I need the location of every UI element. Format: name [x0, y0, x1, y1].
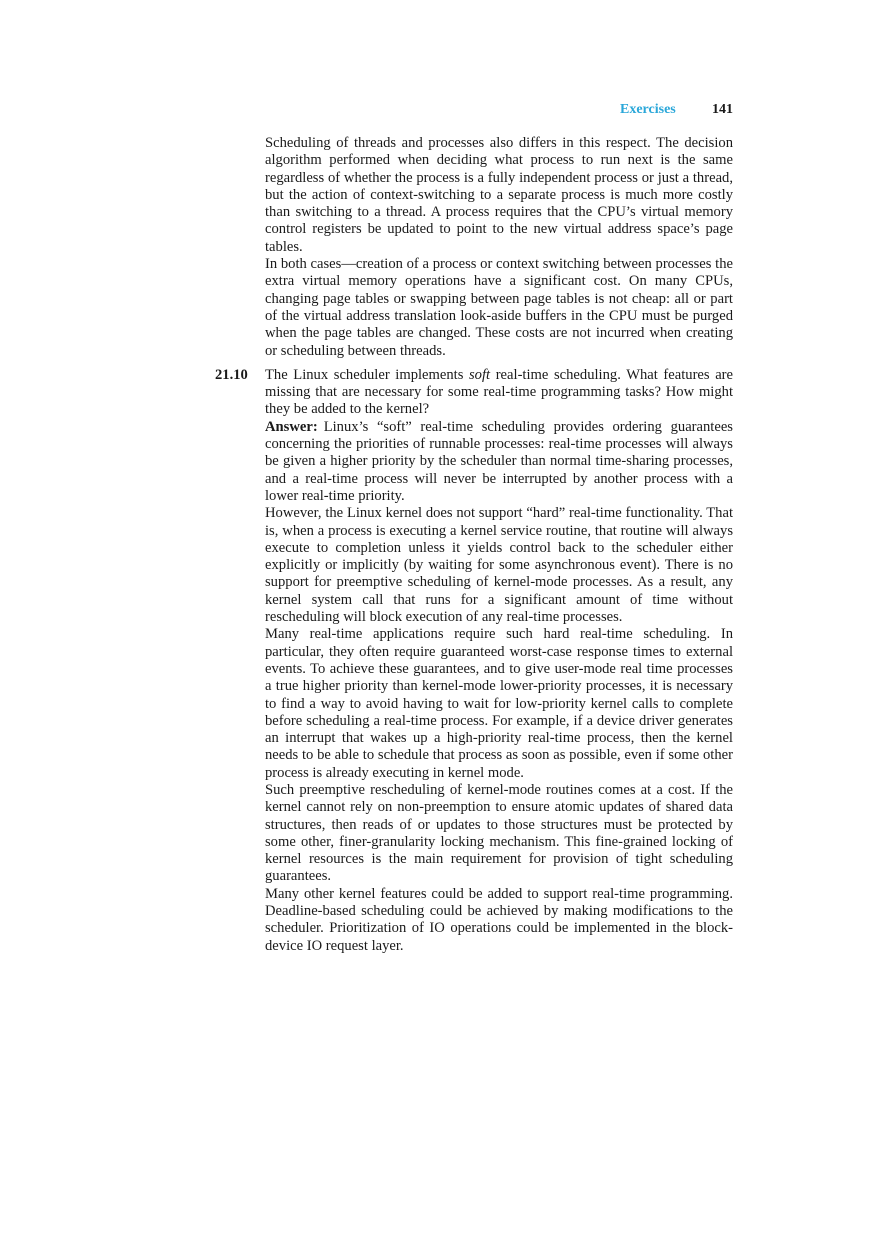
answer-paragraph-requirements: Many real-time applications require such hard real-time scheduling. In particular, they often require guaranteed worst-case response times to external events. To achieve these guarantees, and to give user-mode real time processes a true higher priority than kernel-mode lower-priority processes, it is necessary to find a way to avoid having to wait for low-priority kernel calls to complete before scheduling a real-time process. For example, if a device driver generates an interrupt that wakes up a high-priority real-time process, then the kernel needs to be able to schedule that process as soon as possible, even if some other process is already executing in kernel mode.: [265, 626, 733, 781]
answer-paragraph-other-features: Many other kernel features could be added to support real-time programming. Deadline-based scheduling could be achieved by making modifications to the scheduler. Prioritization of IO operations could be implemented in the block-device IO request layer.: [265, 885, 733, 954]
page-body: [215, 135, 734, 955]
answer-label: Answer:: [265, 418, 318, 435]
page-number: 141: [712, 102, 733, 117]
answer-text: Linux’s “soft” real-time scheduling provides ordering guarantees concerning the priorities of runnable processes: real-time processes will always be given a higher priority by the scheduler than normal time-sharing processes, and a real-time process will never be interrupted by another process with a lower real-time priority.: [265, 418, 733, 504]
paragraph-virtual-memory-cost: In both cases—creation of a process or context switching between processes the extra virtual memory operations have a significant cost. On many CPUs, changing page tables or swapping between page tables is not cheap: all or part of the virtual address translation look-aside buffers in the CPU must be purged when the page tables are changed. These costs are not incurred when creating or scheduling between threads.: [265, 256, 733, 359]
answer-paragraph: [265, 419, 733, 505]
exercise-block: [215, 366, 734, 955]
answer-paragraph-hard-realtime: However, the Linux kernel does not support “hard” real-time functionality. That is, when a process is executing a kernel service routine, that routine will always execute to completion unless it yields control back to the scheduler either explicitly or implicitly (by waiting for some asynchronous event). There is no support for preemptive scheduling of kernel-mode processes. As a result, any kernel system call that runs for a significant amount of time without rescheduling will block execution of any real-time processes.: [265, 505, 733, 626]
question-emphasis: soft: [469, 366, 491, 383]
exercise-number: 21.10: [215, 366, 248, 383]
answer-paragraph-preemption-cost: Such preemptive rescheduling of kernel-mode routines comes at a cost. If the kernel cannot rely on non-preemption to ensure atomic updates of shared data structures, then reads of or updates to those structures must be protected by some other, finer-granularity locking mechanism. This fine-grained locking of kernel resources is the main requirement for provision of tight scheduling guarantees.: [265, 781, 733, 885]
exercise-question: [265, 367, 733, 419]
paragraph-threads-scheduling: Scheduling of threads and processes also differs in this respect. The decision algorithm performed when deciding what process to run next is the same regardless of whether the process is a fully independent process or just a thread, but the action of context-switching to a separate process is much more costly than switching to a thread. A process requires that the CPU’s virtual memory control registers be updated to point to the new virtual address space’s page tables.: [265, 135, 733, 255]
question-text-after: real-time scheduling. What features are missing that are necessary for some real-time programming tasks? How might they be added to the kernel?: [265, 366, 734, 418]
running-head: [580, 100, 735, 120]
question-text-before: The Linux scheduler implements: [265, 366, 469, 383]
section-title: Exercises: [620, 102, 676, 117]
